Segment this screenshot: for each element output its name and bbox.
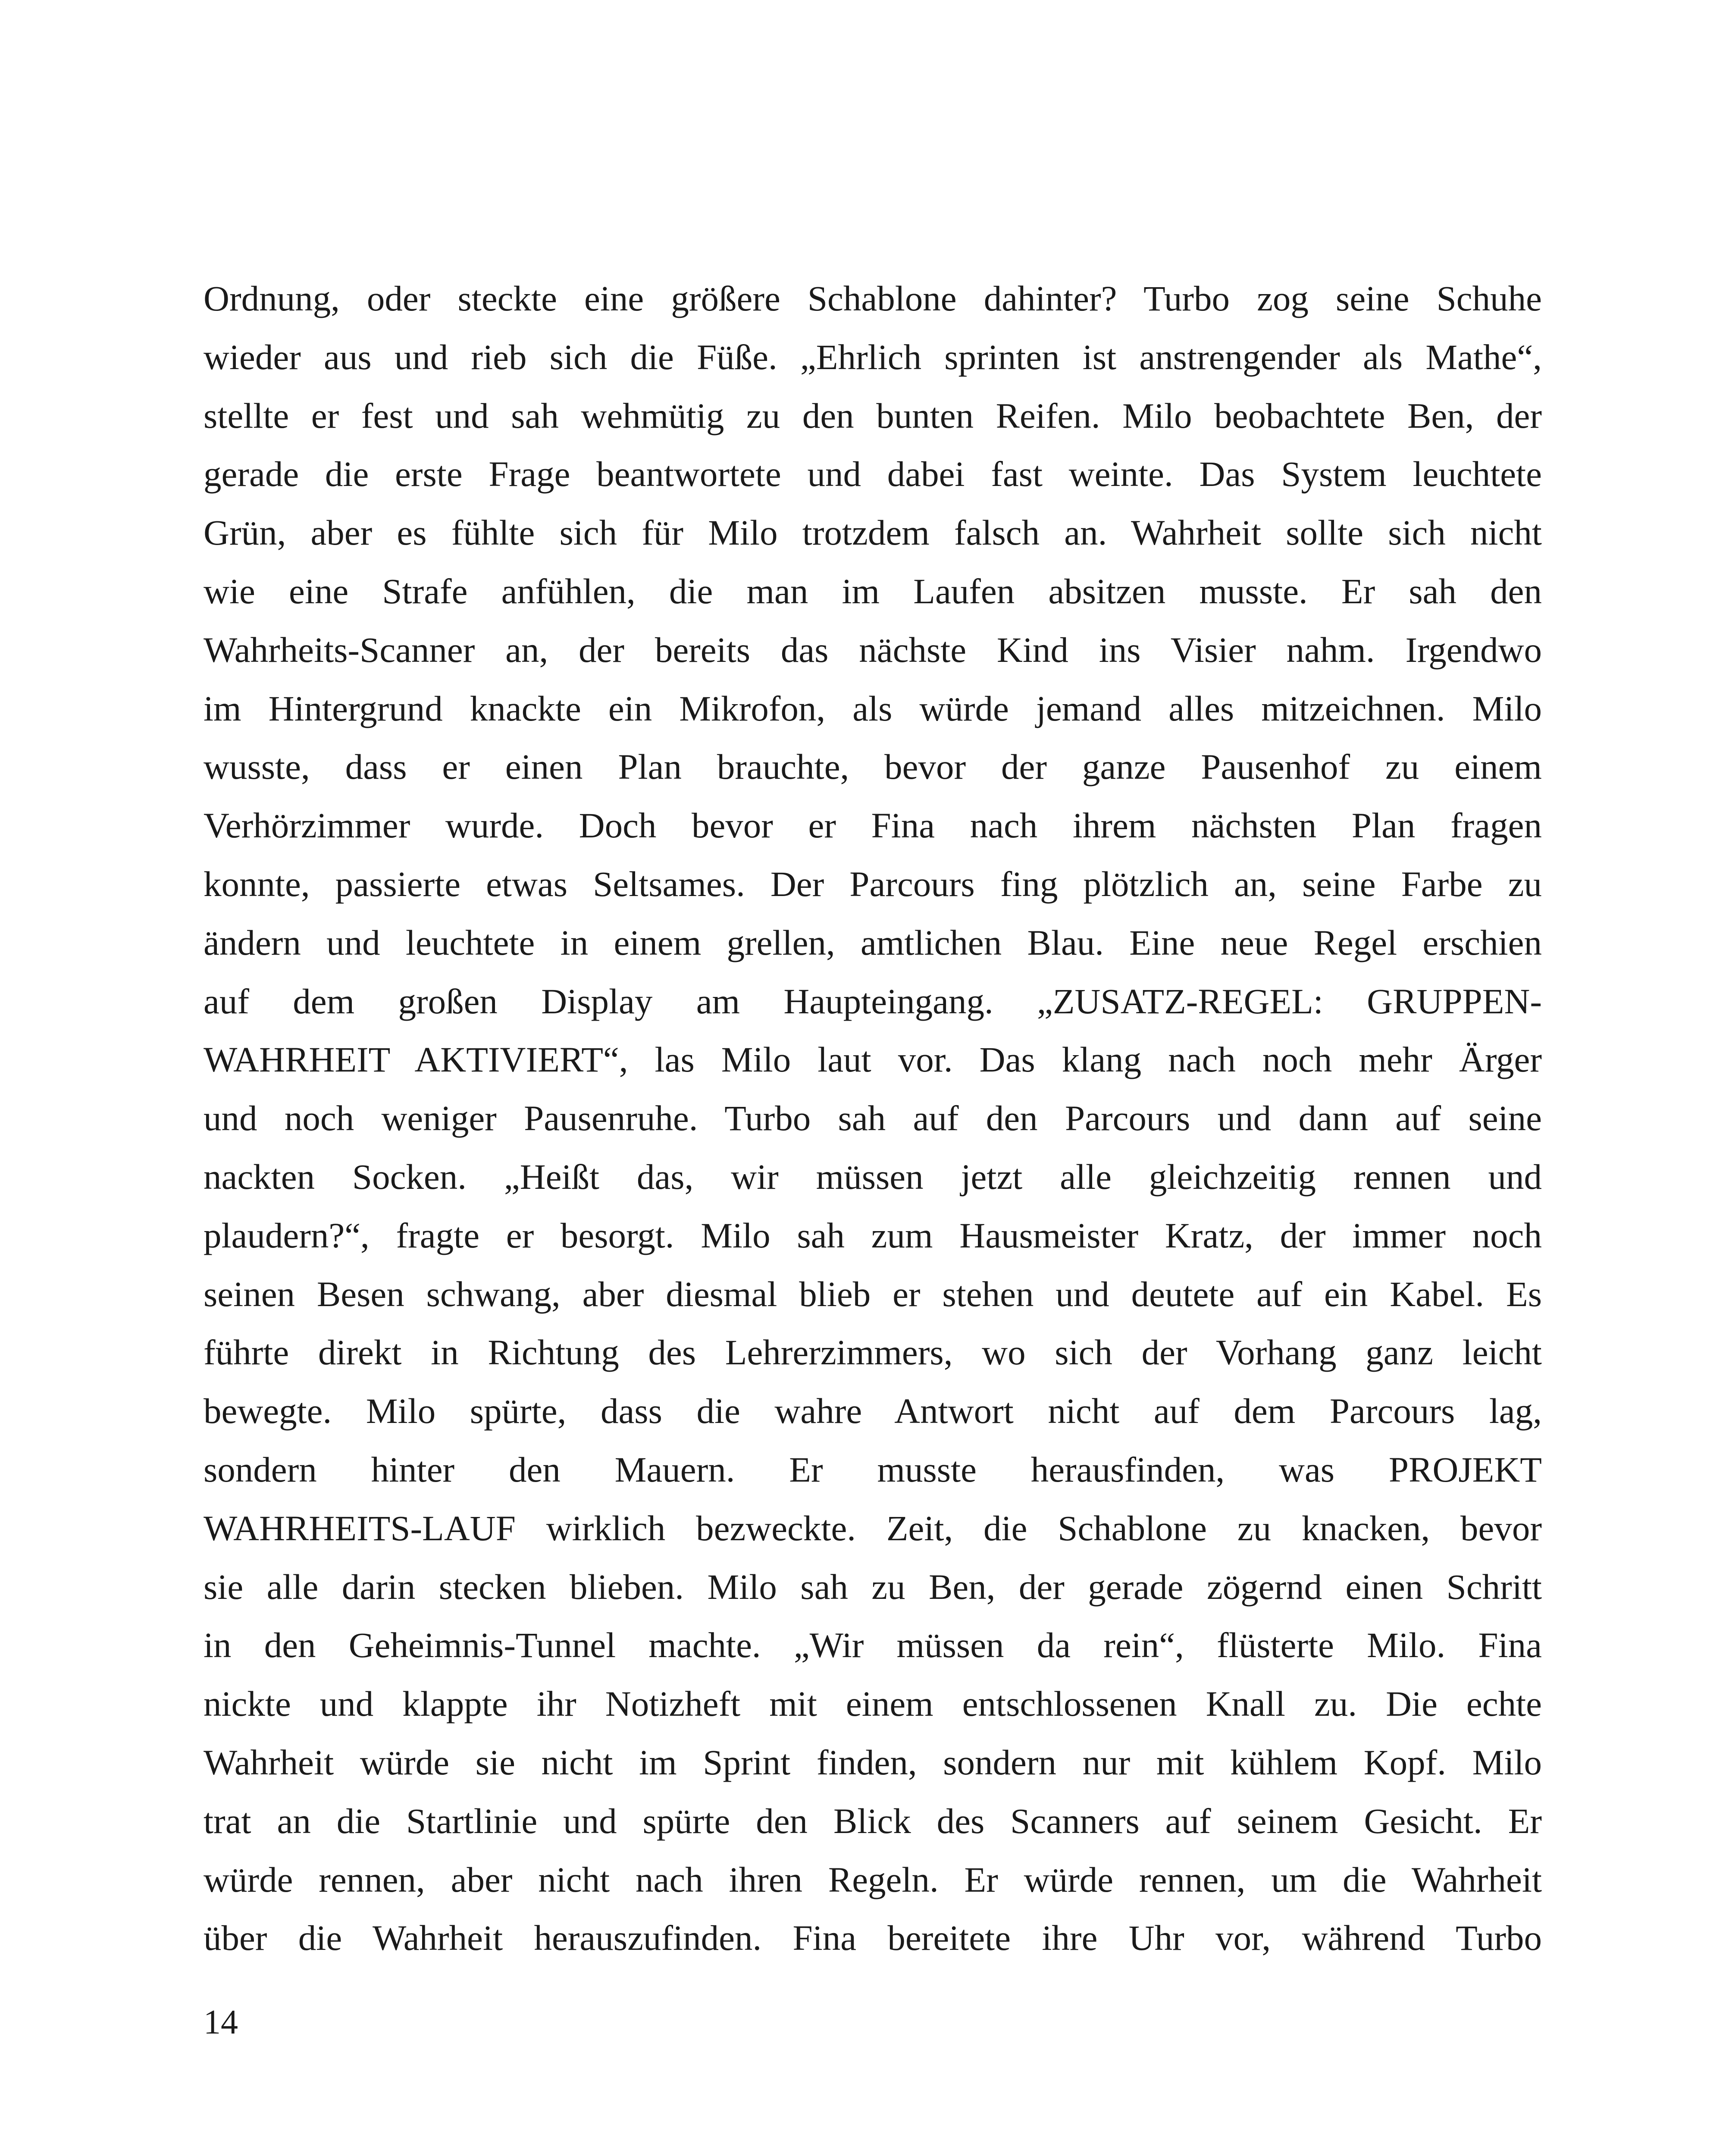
text-line: führte direkt in Richtung des Lehrerzimmers, wo sich der Vorhang ganz leicht — [204, 1332, 1542, 1373]
text-line: im Hintergrund knackte ein Mikrofon, als würde jemand alles mitzeichnen. Milo — [204, 688, 1542, 728]
text-line: würde rennen, aber nicht nach ihren Regeln. Er würde rennen, um die Wahrheit — [204, 1859, 1542, 1899]
text-line: in den Geheimnis-Tunnel machte. „Wir müssen da rein“, flüsterte Milo. Fina — [204, 1625, 1542, 1665]
text-line: WAHRHEITS-LAUF wirklich bezweckte. Zeit, die Schablone zu knacken, bevor — [204, 1508, 1542, 1548]
text-line: sondern hinter den Mauern. Er musste herausfinden, was PROJEKT — [204, 1449, 1542, 1489]
text-line: Verhörzimmer wurde. Doch bevor er Fina nach ihrem nächsten Plan fragen — [204, 805, 1542, 846]
text-line: Wahrheit würde sie nicht im Sprint finden, sondern nur mit kühlem Kopf. Milo — [204, 1742, 1542, 1782]
body-text — [204, 270, 1542, 1968]
text-line: Ordnung, oder steckte eine größere Schablone dahinter? Turbo zog seine Schuhe — [204, 279, 1542, 318]
text-line: trat an die Startlinie und spürte den Blick des Scanners auf seinem Gesicht. Er — [204, 1801, 1542, 1841]
text-line: nickte und klappte ihr Notizheft mit einem entschlossenen Knall zu. Die echte — [204, 1684, 1542, 1724]
text-line: WAHRHEIT AKTIVIERT“, las Milo laut vor. Das klang nach noch mehr Ärger — [204, 1040, 1542, 1080]
text-line: und noch weniger Pausenruhe. Turbo sah auf den Parcours und dann auf seine — [204, 1098, 1542, 1138]
text-line: plaudern?“, fragte er besorgt. Milo sah zum Hausmeister Kratz, der immer noch — [204, 1215, 1542, 1255]
text-line: Wahrheits-Scanner an, der bereits das nächste Kind ins Visier nahm. Irgendwo — [204, 630, 1542, 670]
text-line: wie eine Strafe anfühlen, die man im Laufen absitzen musste. Er sah den — [204, 571, 1542, 611]
text-line: auf dem großen Display am Haupteingang. „ZUSATZ-REGEL: GRUPPEN- — [204, 981, 1542, 1021]
text-line: wusste, dass er einen Plan brauchte, bevor der ganze Pausenhof zu einem — [204, 747, 1542, 787]
text-line: konnte, passierte etwas Seltsames. Der Parcours fing plötzlich an, seine Farbe zu — [204, 864, 1542, 904]
text-line: seinen Besen schwang, aber diesmal blieb er stehen und deutete auf ein Kabel. Es — [204, 1274, 1542, 1314]
text-line: Grün, aber es fühlte sich für Milo trotzdem falsch an. Wahrheit sollte sich nicht — [204, 513, 1542, 553]
text-line: gerade die erste Frage beantwortete und dabei fast weinte. Das System leuchtete — [204, 454, 1542, 494]
text-line: stellte er fest und sah wehmütig zu den bunten Reifen. Milo beobachtete Ben, der — [204, 395, 1542, 436]
page-number: 14 — [204, 2003, 238, 2041]
text-line: sie alle darin stecken blieben. Milo sah zu Ben, der gerade zögernd einen Schritt — [204, 1567, 1542, 1607]
text-line: wieder aus und rieb sich die Füße. „Ehrlich sprinten ist anstrengender als Mathe“, — [204, 337, 1542, 377]
text-line: nackten Socken. „Heißt das, wir müssen jetzt alle gleichzeitig rennen und — [204, 1156, 1542, 1197]
text-line: über die Wahrheit herauszufinden. Fina bereitete ihre Uhr vor, während Turbo — [204, 1918, 1542, 1958]
text-line: ändern und leuchtete in einem grellen, amtlichen Blau. Eine neue Regel erschien — [204, 922, 1542, 962]
text-line: bewegte. Milo spürte, dass die wahre Antwort nicht auf dem Parcours lag, — [204, 1391, 1542, 1431]
